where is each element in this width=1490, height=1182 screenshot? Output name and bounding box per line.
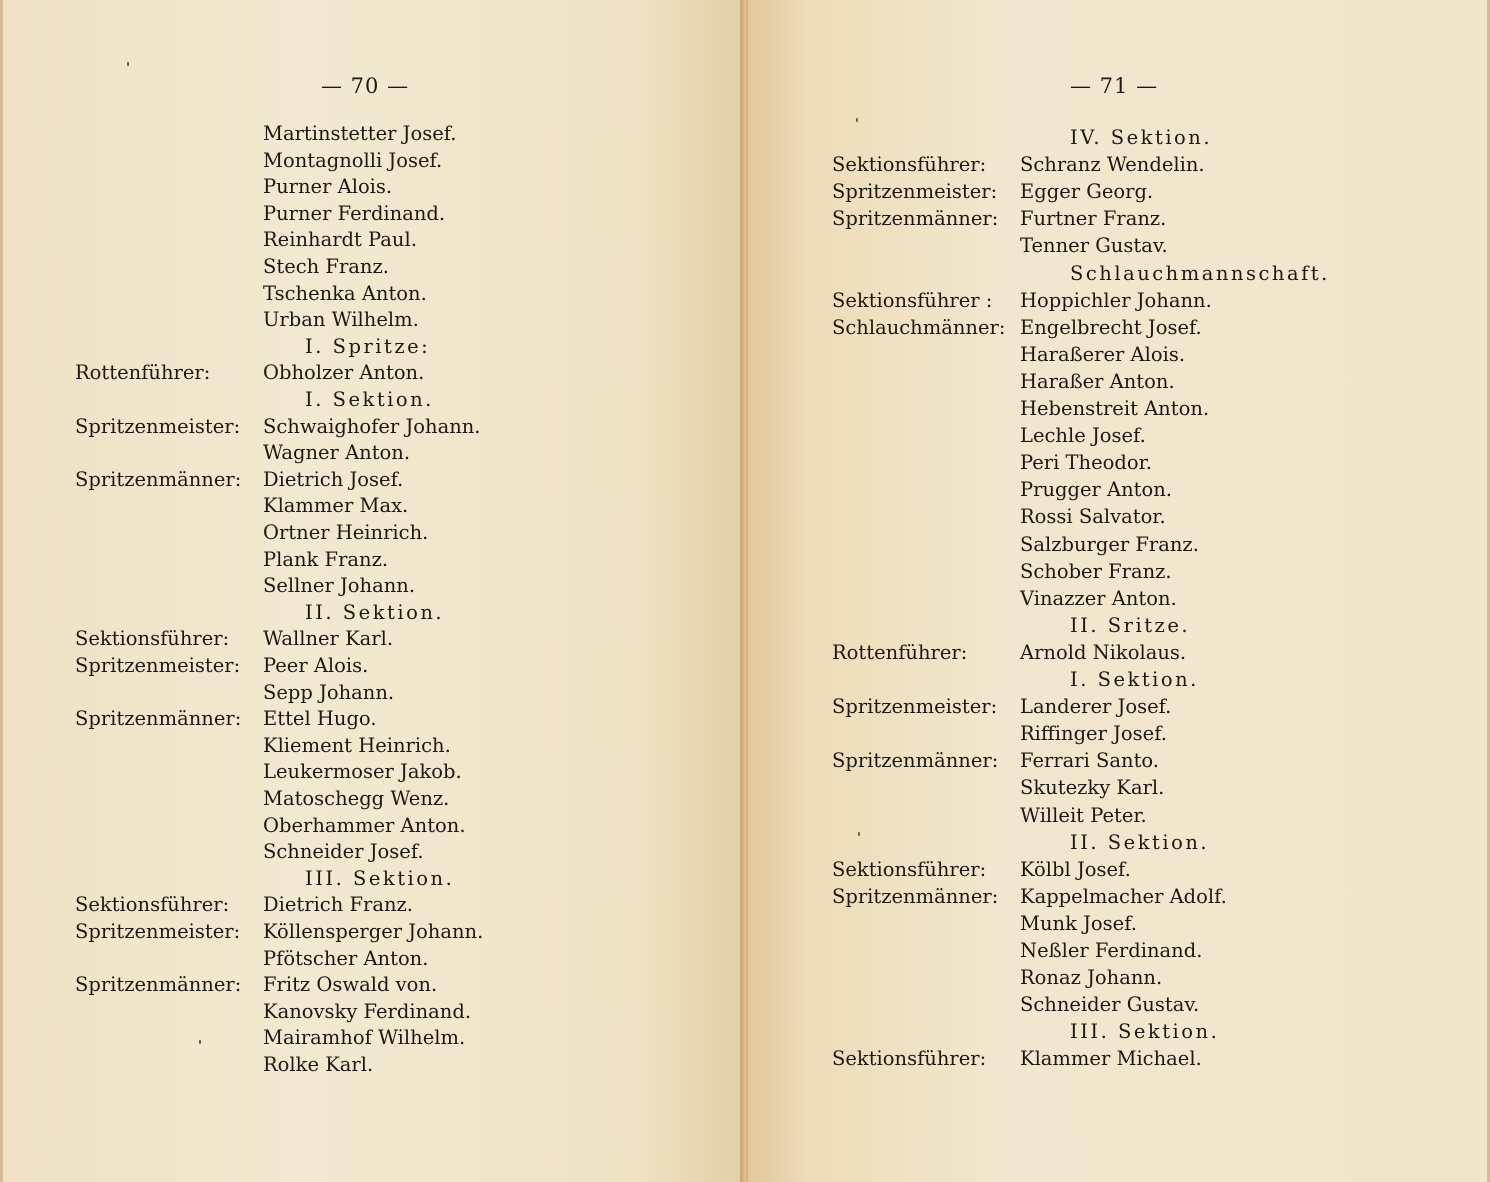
member-name: Schneider Gustav. <box>1020 993 1200 1017</box>
member-name: Wagner Anton. <box>263 441 411 465</box>
roster-row <box>3 519 742 547</box>
role-label: Sektionsführer: <box>75 893 230 917</box>
member-name: Dietrich Josef. <box>263 467 404 491</box>
member-name: Dietrich Franz. <box>263 893 413 917</box>
roster-row <box>3 359 742 387</box>
roster-row <box>3 971 742 999</box>
paper-speck <box>199 1040 201 1044</box>
roster-row <box>3 413 742 441</box>
section-heading-row <box>748 666 1487 694</box>
member-name: Willeit Peter. <box>1020 803 1147 827</box>
roster-row <box>3 492 742 520</box>
right-page <box>748 0 1490 1182</box>
member-name: Peri Theodor. <box>1020 451 1152 475</box>
member-name: Salzburger Franz. <box>1020 532 1199 556</box>
section-heading-row <box>3 333 742 361</box>
member-name: Kanovsky Ferdinand. <box>263 999 472 1023</box>
roster-row <box>748 422 1487 450</box>
roster-row <box>748 585 1487 613</box>
member-name: Egger Georg. <box>1020 180 1154 204</box>
member-name: Klammer Michael. <box>1020 1047 1202 1071</box>
member-name: Kliement Heinrich. <box>263 733 451 757</box>
roster-row <box>3 200 742 228</box>
roster-row <box>3 918 742 946</box>
roster-row <box>748 178 1487 206</box>
member-name: Haraßer Anton. <box>1020 369 1175 393</box>
section-heading-row <box>748 612 1487 640</box>
section-heading-row <box>748 1018 1487 1046</box>
roster-row <box>3 173 742 201</box>
roster-row <box>748 503 1487 531</box>
member-name: Kappelmacher Adolf. <box>1020 884 1227 908</box>
member-name: Kölbl Josef. <box>1020 857 1131 881</box>
member-name: Reinhardt Paul. <box>263 228 417 252</box>
roster-row <box>748 720 1487 748</box>
section-heading: Schlauchmannschaft. <box>1070 261 1330 285</box>
member-name: Sellner Johann. <box>263 574 416 598</box>
member-name: Arnold Nikolaus. <box>1020 640 1187 664</box>
section-heading: I. Sektion. <box>1070 668 1199 691</box>
role-label: Spritzenmeister: <box>75 654 241 677</box>
member-name: Plank Franz. <box>263 547 389 571</box>
member-name: Klammer Max. <box>263 494 409 518</box>
roster-row <box>3 679 742 707</box>
member-name: Prugger Anton. <box>1020 478 1173 502</box>
page-number-right: — 71 — <box>1070 74 1159 98</box>
roster-row <box>748 531 1487 559</box>
member-name: Neßler Ferdinand. <box>1020 939 1203 962</box>
roster-row <box>3 732 742 760</box>
role-label: Sektionsführer: <box>832 857 987 881</box>
member-name: Ettel Hugo. <box>263 707 377 731</box>
section-heading: IV. Sektion. <box>1070 126 1213 149</box>
roster-row <box>748 476 1487 504</box>
roster-row <box>3 253 742 281</box>
role-label: Spritzenmänner: <box>832 207 999 231</box>
roster-row <box>748 368 1487 396</box>
roster-row <box>748 232 1487 260</box>
section-heading: II. Sektion. <box>305 600 445 624</box>
member-name: Haraßerer Alois. <box>1020 342 1186 366</box>
member-name: Tenner Gustav. <box>1020 234 1168 258</box>
roster-row <box>748 802 1487 830</box>
roster-row <box>748 883 1487 911</box>
member-name: Sepp Johann. <box>263 680 395 704</box>
roster-row <box>3 758 742 786</box>
roster-row <box>3 812 742 840</box>
roster-row <box>748 151 1487 179</box>
paper-speck <box>858 832 860 836</box>
member-name: Munk Josef. <box>1020 911 1137 935</box>
roster-row <box>748 964 1487 992</box>
roster-row <box>748 1045 1487 1073</box>
member-name: Obholzer Anton. <box>263 361 425 385</box>
role-label: Spritzenmänner: <box>832 884 999 908</box>
section-heading: III. Sektion. <box>1070 1020 1220 1044</box>
roster-row <box>3 998 742 1026</box>
roster-row <box>3 785 742 813</box>
role-label: Spritzenmänner: <box>75 707 242 731</box>
roster-row <box>748 314 1487 342</box>
section-heading: II. Sektion. <box>1070 830 1210 854</box>
member-name: Urban Wilhelm. <box>263 308 419 332</box>
role-label: Spritzenmänner: <box>75 973 242 997</box>
member-name: Rossi Salvator. <box>1020 505 1166 529</box>
roster-row <box>3 546 742 574</box>
member-name: Purner Alois. <box>263 175 393 199</box>
member-name: Hoppichler Johann. <box>1020 288 1212 312</box>
page-number-left: — 70 — <box>321 74 410 98</box>
member-name: Engelbrecht Josef. <box>1020 315 1202 339</box>
member-name: Peer Alois. <box>263 654 369 677</box>
roster-row <box>748 287 1487 315</box>
member-name: Tschenka Anton. <box>263 281 427 305</box>
roster-row <box>3 705 742 733</box>
roster-row <box>3 891 742 919</box>
roster-row <box>3 120 742 148</box>
paper-speck <box>856 118 858 122</box>
member-name: Schneider Josef. <box>263 840 424 864</box>
role-label: Rottenführer: <box>75 361 211 385</box>
roster-row <box>748 205 1487 233</box>
roster-row <box>3 280 742 308</box>
roster-row <box>3 226 742 254</box>
member-name: Vinazzer Anton. <box>1020 586 1177 610</box>
role-label: Sektionsführer: <box>832 153 987 177</box>
role-label: Sektionsführer: <box>832 1047 987 1071</box>
roster-row <box>3 466 742 494</box>
roster-row <box>748 910 1487 938</box>
member-name: Ronaz Johann. <box>1020 966 1163 990</box>
member-name: Riffinger Josef. <box>1020 722 1167 746</box>
roster-row <box>3 306 742 334</box>
paper-speck <box>127 62 129 66</box>
role-label: Schlauchmänner: <box>832 315 1006 339</box>
role-label: Rottenführer: <box>832 640 968 664</box>
section-heading: I. Spritze: <box>305 334 431 358</box>
member-name: Matoschegg Wenz. <box>263 787 450 810</box>
role-label: Spritzenmänner: <box>75 467 242 491</box>
roster-row <box>748 341 1487 369</box>
roster-row <box>3 945 742 973</box>
section-heading: I. Sektion. <box>305 388 434 411</box>
member-name: Landerer Josef. <box>1020 695 1172 719</box>
roster-row <box>748 774 1487 802</box>
member-name: Hebenstreit Anton. <box>1020 397 1210 420</box>
roster-row <box>748 856 1487 884</box>
roster-row <box>3 1024 742 1052</box>
member-name: Ferrari Santo. <box>1020 749 1160 773</box>
member-name: Purner Ferdinand. <box>263 201 446 225</box>
member-name: Rolke Karl. <box>263 1053 374 1076</box>
section-heading-row <box>3 386 742 414</box>
roster-row <box>748 937 1487 965</box>
member-name: Leukermoser Jakob. <box>263 760 462 784</box>
member-name: Lechle Josef. <box>1020 424 1146 448</box>
member-name: Mairamhof Wilhelm. <box>263 1026 466 1050</box>
roster-row <box>748 693 1487 721</box>
role-label: Spritzenmänner: <box>832 749 999 773</box>
member-name: Wallner Karl. <box>263 627 394 651</box>
role-label: Spritzenmeister: <box>832 695 998 719</box>
member-name: Stech Franz. <box>263 255 389 278</box>
member-name: Schwaighofer Johann. <box>263 414 481 438</box>
section-heading: II. Sritze. <box>1070 613 1191 637</box>
roster-row <box>3 1051 742 1079</box>
role-label: Spritzenmeister: <box>832 180 998 204</box>
member-name: Fritz Oswald von. <box>263 973 438 997</box>
section-heading-row <box>748 124 1487 152</box>
member-name: Oberhammer Anton. <box>263 813 466 837</box>
roster-row <box>3 652 742 680</box>
roster-row <box>748 558 1487 586</box>
roster-row <box>748 449 1487 477</box>
role-label: Sektionsführer: <box>75 627 230 651</box>
section-heading-row <box>3 865 742 893</box>
roster-row <box>3 572 742 600</box>
roster-row <box>748 639 1487 667</box>
role-label: Spritzenmeister: <box>75 920 241 943</box>
member-name: Pfötscher Anton. <box>263 946 429 970</box>
roster-row <box>3 625 742 653</box>
roster-row <box>748 395 1487 423</box>
role-label: Sektionsführer : <box>832 288 993 312</box>
member-name: Schober Franz. <box>1020 559 1172 583</box>
roster-row <box>3 838 742 866</box>
member-name: Martinstetter Josef. <box>263 122 457 145</box>
roster-row <box>3 147 742 175</box>
member-name: Skutezky Karl. <box>1020 776 1165 800</box>
section-heading: III. Sektion. <box>305 866 455 890</box>
roster-row <box>748 747 1487 775</box>
member-name: Ortner Heinrich. <box>263 521 429 544</box>
section-heading-row <box>748 260 1487 288</box>
member-name: Montagnolli Josef. <box>263 148 443 172</box>
section-heading-row <box>3 599 742 627</box>
member-name: Furtner Franz. <box>1020 207 1167 231</box>
role-label: Spritzenmeister: <box>75 414 241 438</box>
left-page <box>0 0 742 1182</box>
roster-row <box>3 439 742 467</box>
roster-row <box>748 991 1487 1019</box>
member-name: Schranz Wendelin. <box>1020 153 1205 177</box>
member-name: Köllensperger Johann. <box>263 920 484 943</box>
